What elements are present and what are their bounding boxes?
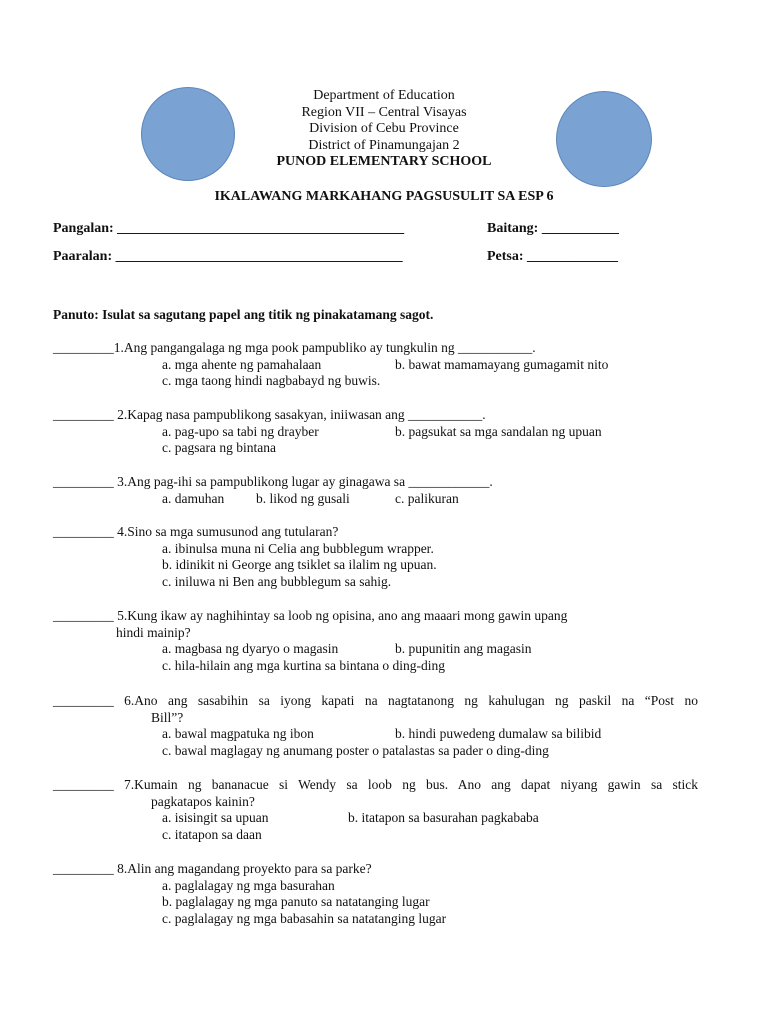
question-text: _________ 3.Ang pag-ihi sa pampublikong lugar ay ginagawa sa ____________. [53,474,493,489]
question-text: _________ 7.Kumain ng bananacue si Wendy sa loob ng bus. Ano ang dapat niyang gawin sa stick [53,777,698,792]
region-line: Region VII – Central Visayas [301,104,467,120]
question-text: _________ 6.Ano ang sasabihin sa iyong kapati na nagtatanong ng kahulugan ng paskil na “Post no [53,693,698,708]
option-b: b. hindi puwedeng dumalaw sa bilibid [395,726,602,742]
instructions: Panuto: Isulat sa sagutang papel ang titik ng pinakatamang sagot. [53,307,434,322]
question-text: _________ 2.Kapag nasa pampublikong sasakyan, iniiwasan ang ___________. [53,407,486,422]
question-text: _________ 4.Sino sa mga sumusunod ang tutularan? [53,524,339,539]
option-a: a. mga ahente ng pamahalaan [162,356,322,372]
question-4 [53,524,698,591]
option-a: a. magbasa ng dyaryo o magasin [162,641,339,657]
option-c: c. pagsara ng bintana [162,440,276,456]
school-name: PUNOD ELEMENTARY SCHOOL [276,154,492,169]
question-5 [53,608,698,675]
question-continuation: hindi mainip? [116,624,191,640]
option-c: c. hila-hilain ang mga kurtina sa bintana o ding-ding [162,658,446,674]
question-text: _________ 8.Alin ang magandang proyekto para sa parke? [53,861,372,876]
district-line: District of Pinamungajan 2 [308,137,460,153]
option-b: b. itatapon sa basurahan pagkababa [348,810,539,826]
option-c: c. palikuran [395,490,459,506]
question-continuation: pagkatapos kainin? [151,793,255,809]
date-field: Petsa: _____________ [487,249,619,264]
option-c: c. bawal maglagay ng anumang poster o patalastas sa pader o ding-ding [162,743,549,759]
option-b: b. likod ng gusali [256,490,350,506]
option-a: a. pag-upo sa tabi ng drayber [162,423,319,439]
division-line: Division of Cebu Province [309,121,459,136]
option-b: b. pagsukat sa mga sandalan ng upuan [395,423,602,439]
exam-title: IKALAWANG MARKAHANG PAGSUSULIT SA ESP 6 [214,189,554,204]
option-c: c. mga taong hindi nagbabayd ng buwis. [162,373,381,389]
option-a: a. isisingit sa upuan [162,810,269,826]
option-a: a. bawal magpatuka ng ibon [162,726,314,742]
document-header [0,88,768,171]
option-b: b. bawat mamamayang gumagamit nito [395,356,609,372]
question-text: _________1.Ang pangangalaga ng mga pook pampubliko ay tungkulin ng ___________. [53,340,536,355]
option-c: c. iniluwa ni Ben ang bubblegum sa sahig. [162,574,392,590]
option-b: b. idinikit ni George ang tsiklet sa ilalim ng upuan. [162,557,437,573]
question-continuation: Bill”? [151,709,184,725]
option-b: b. pupunitin ang magasin [395,641,532,657]
question-8 [53,861,698,928]
option-b: b. paglalagay ng mga panuto sa natatanging lugar [162,894,430,910]
department-line: Department of Education [313,88,455,103]
option-c: c. paglalagay ng mga babasahin sa natatanging lugar [162,911,447,927]
question-7 [53,777,698,844]
option-a: a. ibinulsa muna ni Celia ang bubblegum wrapper. [162,540,434,556]
question-6 [53,693,698,760]
option-a: a. damuhan [162,490,225,506]
question-2 [53,407,698,457]
option-c: c. itatapon sa daan [162,827,262,843]
question-3 [53,474,698,507]
school-field: Paaralan: _________________________________________ [53,249,403,264]
option-a: a. paglalagay ng mga basurahan [162,877,335,893]
name-field: Pangalan: _________________________________________ [53,221,405,236]
question-text: _________ 5.Kung ikaw ay naghihintay sa loob ng opisina, ano ang maaari mong gawin upang [53,608,568,623]
question-1 [53,340,698,390]
grade-field: Baitang: ___________ [487,221,619,236]
